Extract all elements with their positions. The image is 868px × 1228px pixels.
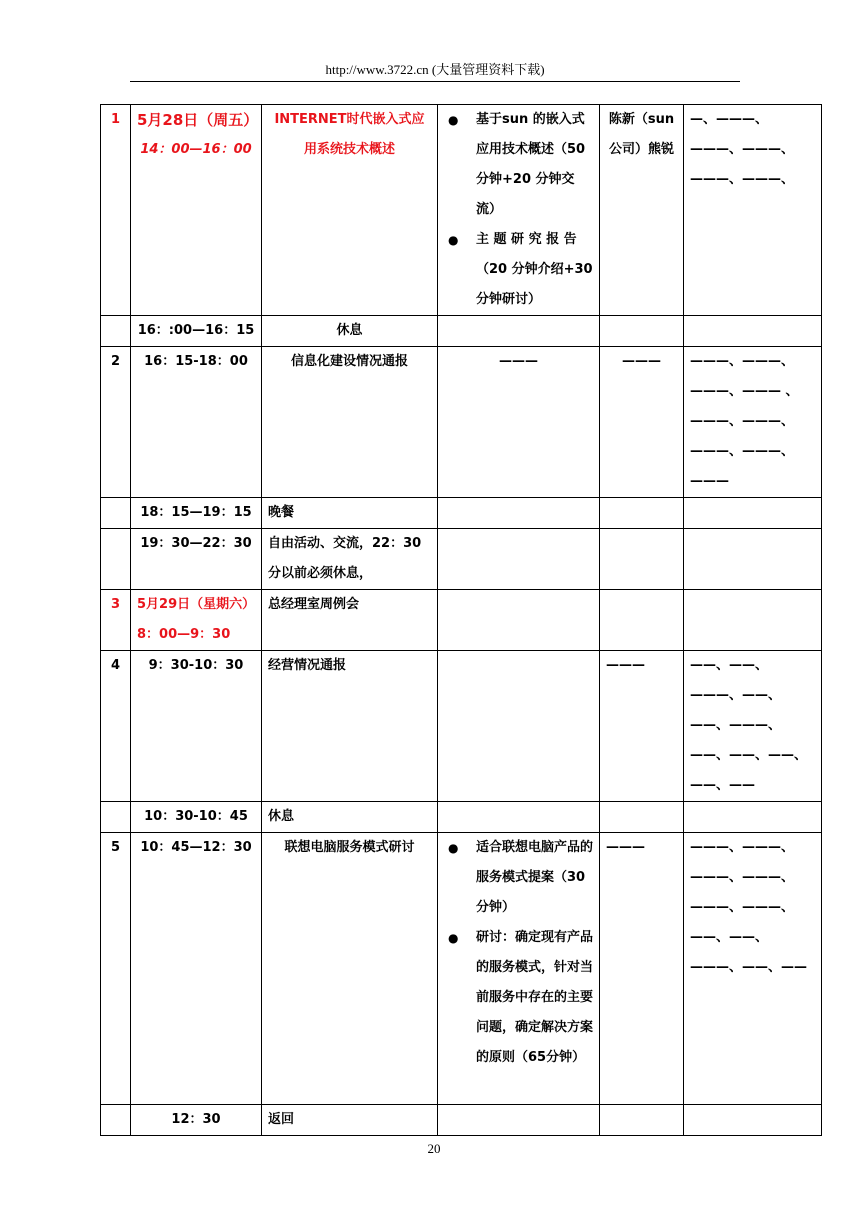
table-row bbox=[101, 833, 822, 1105]
content-cell: ——— bbox=[438, 347, 600, 498]
bullet-point: ● 主 题 研 究 报 告（20 分钟介绍+30分钟研讨） bbox=[444, 225, 593, 315]
row-number: 2 bbox=[101, 347, 131, 498]
bullet-list bbox=[444, 105, 593, 315]
attendees-cell: ——、——、———、——、——、———、——、——、——、——、—— bbox=[684, 651, 822, 802]
topic-cell: 晚餐 bbox=[262, 498, 438, 529]
content-cell bbox=[438, 833, 600, 1105]
speaker-cell: ——— bbox=[600, 347, 684, 498]
table-row bbox=[101, 498, 822, 529]
table-row bbox=[101, 651, 822, 802]
speaker-cell bbox=[600, 1105, 684, 1136]
speaker-cell bbox=[600, 529, 684, 590]
attendees-cell: ———、———、———、——— 、———、———、———、———、——— bbox=[684, 347, 822, 498]
attendees-cell: —、———、———、———、———、———、 bbox=[684, 105, 822, 316]
table-row bbox=[101, 590, 822, 651]
topic-cell: INTERNET时代嵌入式应用系统技术概述 bbox=[262, 105, 438, 316]
content-cell bbox=[438, 316, 600, 347]
content-cell bbox=[438, 651, 600, 802]
header-rule bbox=[130, 81, 740, 82]
content-cell bbox=[438, 529, 600, 590]
content-cell bbox=[438, 498, 600, 529]
row-number bbox=[101, 498, 131, 529]
attendees-cell bbox=[684, 498, 822, 529]
page-number: 20 bbox=[427, 1141, 441, 1156]
row-number: 4 bbox=[101, 651, 131, 802]
topic-cell: 休息 bbox=[262, 802, 438, 833]
row-date: 5月28日（周五） bbox=[137, 111, 259, 129]
topic-cell: 联想电脑服务模式研讨 bbox=[262, 833, 438, 1105]
content-cell bbox=[438, 105, 600, 316]
row-time: 19：30—22：30 bbox=[131, 529, 262, 590]
content-cell bbox=[438, 590, 600, 651]
row-time: 18：15—19：15 bbox=[131, 498, 262, 529]
speaker-cell: 陈新（sun公司）熊锐 bbox=[600, 105, 684, 316]
bullet-list bbox=[444, 833, 593, 1073]
schedule-table bbox=[100, 104, 822, 1136]
row-number bbox=[101, 1105, 131, 1136]
table-row bbox=[101, 529, 822, 590]
page-header: http://www.3722.cn (大量管理资料下载) bbox=[325, 62, 545, 77]
topic-cell: 休息 bbox=[262, 316, 438, 347]
attendees-cell bbox=[684, 590, 822, 651]
row-date: 5月29日（星期六）8：00—9：30 bbox=[131, 590, 262, 651]
row-time: 16：15-18：00 bbox=[131, 347, 262, 498]
table-row bbox=[101, 347, 822, 498]
table-row bbox=[101, 1105, 822, 1136]
speaker-cell bbox=[600, 802, 684, 833]
row-number: 5 bbox=[101, 833, 131, 1105]
attendees-cell bbox=[684, 529, 822, 590]
row-number bbox=[101, 316, 131, 347]
table-row bbox=[101, 802, 822, 833]
topic-cell: 自由活动、交流，22：30分以前必须休息， bbox=[262, 529, 438, 590]
attendees-cell bbox=[684, 316, 822, 347]
row-number: 1 bbox=[101, 105, 131, 316]
row-time: 16：:00—16：15 bbox=[131, 316, 262, 347]
content-cell bbox=[438, 802, 600, 833]
table-row bbox=[101, 316, 822, 347]
bullet-point: ● 研讨：确定现有产品的服务模式，针对当前服务中存在的主要问题，确定解决方案的原则（65分钟） bbox=[444, 923, 593, 1073]
speaker-cell bbox=[600, 498, 684, 529]
row-time: 9：30-10：30 bbox=[131, 651, 262, 802]
topic-cell: 总经理室周例会 bbox=[262, 590, 438, 651]
row-number bbox=[101, 802, 131, 833]
bullet-point: ● 基于sun 的嵌入式应用技术概述（50 分钟+20 分钟交流） bbox=[444, 105, 593, 225]
date-time-cell bbox=[131, 105, 262, 316]
topic-cell: 信息化建设情况通报 bbox=[262, 347, 438, 498]
bullet-point: ● 适合联想电脑产品的服务模式提案（30分钟） bbox=[444, 833, 593, 923]
row-time: 10：30-10：45 bbox=[131, 802, 262, 833]
attendees-cell: ———、———、———、———、———、———、——、——、———、——、—— bbox=[684, 833, 822, 1105]
speaker-cell bbox=[600, 316, 684, 347]
speaker-cell bbox=[600, 590, 684, 651]
content-cell bbox=[438, 1105, 600, 1136]
row-number bbox=[101, 529, 131, 590]
row-time: 10：45—12：30 bbox=[131, 833, 262, 1105]
topic-cell: 返回 bbox=[262, 1105, 438, 1136]
table-row bbox=[101, 105, 822, 316]
row-time: 14：00—16：00 bbox=[140, 142, 252, 157]
row-number: 3 bbox=[101, 590, 131, 651]
speaker-cell: ——— bbox=[600, 651, 684, 802]
row-time: 12：30 bbox=[131, 1105, 262, 1136]
attendees-cell bbox=[684, 1105, 822, 1136]
topic-cell: 经营情况通报 bbox=[262, 651, 438, 802]
attendees-cell bbox=[684, 802, 822, 833]
speaker-cell: ——— bbox=[600, 833, 684, 1105]
